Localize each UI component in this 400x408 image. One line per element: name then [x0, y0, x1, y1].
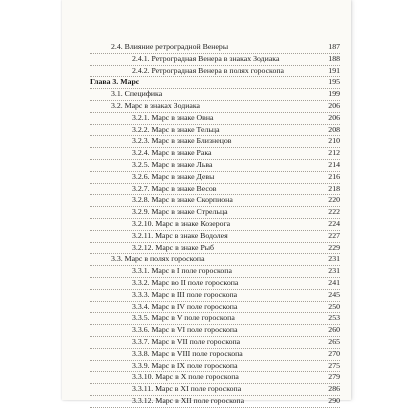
toc-entry-title: 3.3.2. Марс во II поле гороскопа — [132, 277, 239, 287]
toc-page-number: 286 — [328, 384, 340, 394]
toc-entry-title: 3.2.4. Марс в знаке Рака — [132, 148, 212, 158]
toc-row — [90, 125, 340, 137]
toc-entry-title: 3.3.6. Марс в VI поле гороскопа — [132, 325, 238, 335]
toc-page-number: 208 — [328, 124, 340, 134]
toc-entry-title: 3.3.7. Марс в VII поле гороскопа — [132, 336, 241, 346]
toc-row — [90, 184, 340, 196]
toc-page-number: 199 — [328, 89, 340, 99]
toc-page-number: 212 — [328, 148, 340, 158]
toc-entry-title: 3.2.5. Марс в знаке Льва — [132, 159, 213, 169]
toc-row — [90, 349, 340, 361]
toc-row — [90, 396, 340, 408]
toc-entry-title: 3.2. Марс в знаках Зодиака — [111, 100, 200, 110]
toc-entry-title: 3.3.9. Марс в IX поле гороскопа — [132, 360, 238, 370]
toc-entry-title: 3.2.2. Марс в знаке Тельца — [132, 124, 220, 134]
toc-row — [90, 254, 340, 266]
toc-page-number: 290 — [328, 395, 340, 405]
toc-row — [90, 243, 340, 255]
toc-page-number: 250 — [328, 301, 340, 311]
toc-row — [90, 325, 340, 337]
toc-row — [90, 172, 340, 184]
toc-page-number: 214 — [328, 159, 340, 169]
toc-row — [90, 231, 340, 243]
toc-entry-title: 3.2.10. Марс в знаке Козерога — [132, 218, 231, 228]
toc-row — [90, 66, 340, 78]
toc-page-number: 227 — [328, 230, 340, 240]
toc-row — [90, 372, 340, 384]
toc-row — [90, 89, 340, 101]
toc-entry-title: 3.3.11. Марс в XI поле гороскопа — [132, 384, 242, 394]
toc-row — [90, 313, 340, 325]
toc-row — [90, 266, 340, 278]
toc-entry-title: 3.2.3. Марс в знаке Близнецов — [132, 136, 232, 146]
toc-chapter-row — [90, 77, 340, 89]
toc-page-number: 220 — [328, 195, 340, 205]
toc-entry-title: 3.2.12. Марс в знаке Рыб — [132, 242, 214, 252]
toc-row — [90, 113, 340, 125]
toc-page-number: 188 — [328, 53, 340, 63]
toc-row — [90, 195, 340, 207]
toc-entry-title: Глава 3. Марс — [90, 77, 140, 87]
toc-row — [90, 54, 340, 66]
toc-entry-title: 2.4. Влияние ретроградной Венеры — [111, 42, 229, 51]
toc-page-number: 195 — [328, 77, 340, 87]
toc-row — [90, 219, 340, 231]
toc-row — [90, 302, 340, 314]
toc-entry-title: 3.3.8. Марс в VIII поле гороскопа — [132, 348, 243, 358]
toc-page-number: 187 — [328, 42, 340, 51]
toc-page-number: 229 — [328, 242, 340, 252]
toc-entry-title: 2.4.1. Ретроградная Венера в знаках Зодиака — [132, 53, 280, 63]
toc-entry-title: 3.1. Специфика — [111, 89, 163, 99]
toc-row — [90, 278, 340, 290]
toc-page-number: 206 — [328, 100, 340, 110]
toc-row — [90, 160, 340, 172]
toc-row — [90, 384, 340, 396]
toc-page-number: 224 — [328, 218, 340, 228]
toc-page-number: 265 — [328, 336, 340, 346]
toc-entry-title: 3.3.12. Марс в XII поле гороскопа — [132, 395, 245, 405]
toc-page-number: 275 — [328, 360, 340, 370]
toc-entry-title: 3.2.11. Марс в знаке Водолея — [132, 230, 228, 240]
toc-entry-title: 3.2.9. Марс в знаке Стрельца — [132, 207, 228, 217]
toc-row — [90, 136, 340, 148]
toc-entry-title: 2.4.2. Ретроградная Венера в полях гороскопа — [132, 65, 284, 75]
toc-page-number: 206 — [328, 112, 340, 122]
toc-entry-title: 3.3.10. Марс в X поле гороскопа — [132, 372, 239, 382]
toc-page-number: 222 — [328, 207, 340, 217]
toc-page-number: 216 — [328, 171, 340, 181]
toc-page-number: 218 — [328, 183, 340, 193]
toc-entry-title: 3.2.6. Марс в знаке Девы — [132, 171, 215, 181]
toc-page-number: 191 — [328, 65, 340, 75]
toc-entry-title: 3.2.8. Марс в знаке Скорпиона — [132, 195, 233, 205]
toc-row — [90, 42, 340, 54]
toc-row — [90, 337, 340, 349]
toc-entry-title: 3.3.4. Марс в IV поле гороскопа — [132, 301, 238, 311]
toc-entry-title: 3.3.5. Марс в V поле гороскопа — [132, 313, 235, 323]
toc-page-number: 260 — [328, 325, 340, 335]
table-of-contents — [90, 42, 340, 408]
toc-entry-title: 3.3.3. Марс в III поле гороскопа — [132, 289, 238, 299]
toc-row — [90, 290, 340, 302]
toc-page-number: 253 — [328, 313, 340, 323]
toc-page-number: 231 — [328, 254, 340, 264]
toc-row — [90, 101, 340, 113]
toc-row — [90, 361, 340, 373]
toc-entry-title: 3.3.1. Марс в I поле гороскопа — [132, 266, 232, 276]
toc-page-number: 245 — [328, 289, 340, 299]
toc-row — [90, 207, 340, 219]
toc-page-number: 270 — [328, 348, 340, 358]
toc-page-number: 231 — [328, 266, 340, 276]
toc-page-number: 279 — [328, 372, 340, 382]
toc-row — [90, 148, 340, 160]
toc-entry-title: 3.3. Марс в полях гороскопа — [111, 254, 205, 264]
toc-entry-title: 3.2.1. Марс в знаке Овна — [132, 112, 214, 122]
toc-page-number: 210 — [328, 136, 340, 146]
toc-entry-title: 3.2.7. Марс в знаке Весов — [132, 183, 217, 193]
toc-page-number: 241 — [328, 277, 340, 287]
